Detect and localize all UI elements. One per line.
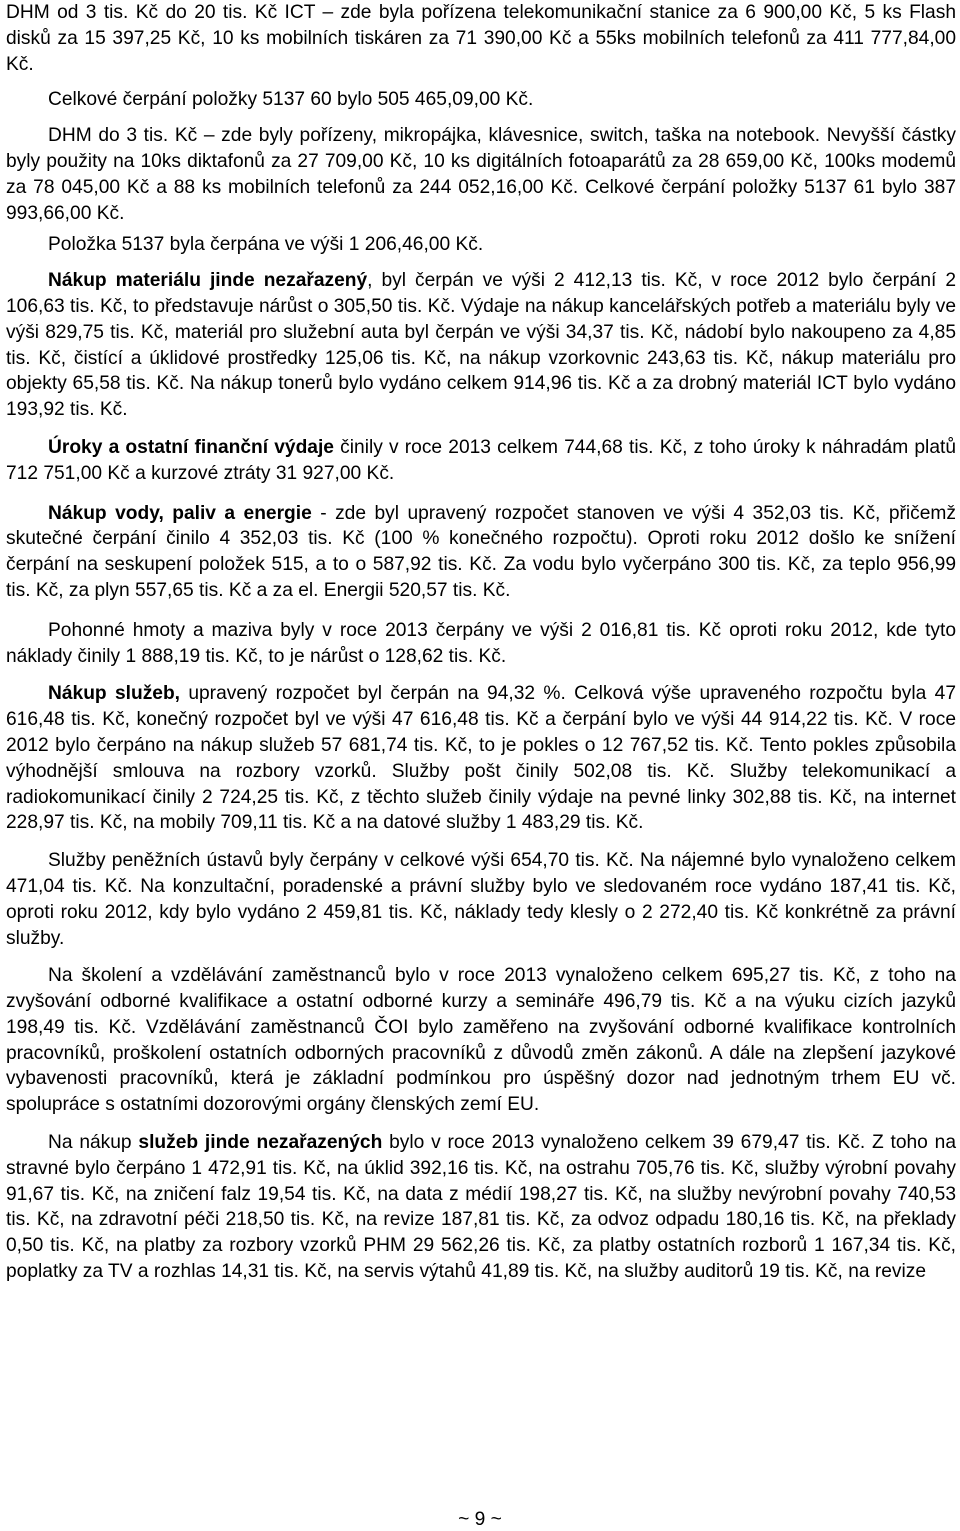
text-water-energy: - zde byl upravený rozpočet stanoven ve výši 4 352,03 tis. Kč, přičemž skutečné čerpání činilo 4 352,03 tis. Kč (100 % konečného rozpočtu). Oproti roku 2012 došlo ke snížení čerpání na seskupení položek 515, a to o 587,92 tis. Kč. Za vodu bylo vyčerpáno 300 tis. Kč, za teplo 956,99 tis. Kč, za plyn 557,65 tis. Kč a za el. Energii 520,57 tis. Kč. <box>6 502 956 601</box>
heading-water-energy: Nákup vody, paliv a energie <box>48 502 312 524</box>
heading-interest: Úroky a ostatní finanční výdaje <box>48 436 334 458</box>
paragraph-water-energy <box>6 501 956 604</box>
paragraph-interest <box>6 435 956 487</box>
text-interest: činily v roce 2013 celkem 744,68 tis. Kč, z toho úroky k náhradám platů 712 751,00 Kč a kurzové ztráty 31 927,00 Kč. <box>6 436 956 484</box>
page-number: ~ 9 ~ <box>458 1509 502 1530</box>
paragraph-fuel: Pohonné hmoty a maziva byly v roce 2013 čerpány ve výši 2 016,81 tis. Kč oproti roku 2012, kde tyto náklady činily 1 888,19 tis. Kč, to je nárůst o 128,62 tis. Kč. <box>6 619 956 667</box>
paragraph-total-5137-60: Celkové čerpání položky 5137 60 bylo 505 465,09,00 Kč. <box>48 89 534 111</box>
document-body <box>6 0 956 1295</box>
paragraph-other-services <box>6 1130 956 1285</box>
text-material-purchase: , byl čerpán ve výši 2 412,13 tis. Kč, v roce 2012 bylo čerpání 2 106,63 tis. Kč, to představuje nárůst o 305,50 tis. Kč. Výdaje na nákup kancelářských potřeb a materiálu byly ve výši 829,75 tis. Kč, materiál pro služební auta byl čerpán ve výši 34,37 tis. Kč, nádobí bylo nakoupeno za 4,85 tis. Kč, čistící a úklidové prostředky 125,06 tis. Kč, na nákup vzorkovnic 243,63 tis. Kč, nákup materiálu pro objekty 65,58 tis. Kč. Na nákup tonerů bylo vydáno celkem 914,96 tis. Kč a za drobný materiál ICT bylo vydáno 193,92 tis. Kč. <box>6 270 957 421</box>
paragraph-dhm-ict: DHM od 3 tis. Kč do 20 tis. Kč ICT – zde byla pořízena telekomunikační stanice za 6 900,00 Kč, 5 ks Flash disků za 15 397,25 Kč, 10 ks mobilních tiskáren za 71 390,00 Kč a 55ks mobilních telefonů za 411 777,84,00 Kč. <box>6 2 956 75</box>
heading-material-purchase: Nákup materiálu jinde nezařazený <box>48 270 368 292</box>
paragraph-dhm-under-3k: DHM do 3 tis. Kč – zde byly pořízeny, mikropájka, klávesnice, switch, taška na notebook. Nevyšší částky byly použity na 10ks diktafonů za 27 709,00 Kč, 10 ks digitálních fotoaparátů za 28 659,00 Kč, 100ks modemů za 78 045,00 Kč a 88 ks mobilních telefonů za 244 052,16,00 Kč. Celkové čerpání položky 5137 61 bylo 387 993,66,00 Kč. <box>6 125 956 224</box>
paragraph-services <box>6 681 956 836</box>
heading-other-services: služeb jinde nezařazených <box>138 1132 383 1154</box>
paragraph-bank-services: Služby peněžních ústavů byly čerpány v celkové výši 654,70 tis. Kč. Na nájemné bylo vynaloženo celkem 471,04 tis. Kč. Na konzultační, poradenské a právní služby bylo ve sledovaném roce vydáno 187,41 tis. Kč, oproti roku 2012, kdy bylo vydáno 2 459,81 tis. Kč, náklady tedy klesly o 2 272,40 tis. Kč konkrétně za právní služby. <box>6 850 956 949</box>
paragraph-material-purchase <box>6 268 956 423</box>
text-other-services: bylo v roce 2013 vynaloženo celkem 39 679,47 tis. Kč. Z toho na stravné bylo čerpáno 1 472,91 tis. Kč, na úklid 392,16 tis. Kč, na ostrahu 705,76 tis. Kč, služby výrobní povahy 91,67 tis. Kč, na zničení falz 19,54 tis. Kč, na data z médií 198,27 tis. Kč, na služby nevýrobní povahy 740,53 tis. Kč, na zdravotní péči 218,50 tis. Kč, na revize 187,81 tis. Kč, za odvoz odpadu 180,16 tis. Kč, na překlady 0,50 tis. Kč, na platby za rozbory vzorků PHM 29 562,26 tis. Kč, za platby ostatních rozborů 1 167,34 tis. Kč, poplatky za TV a rozhlas 14,31 tis. Kč, na servis výtahů 41,89 tis. Kč, na služby auditorů 19 tis. Kč, na revize <box>6 1132 956 1283</box>
text-services: upravený rozpočet byl čerpán na 94,32 %. Celková výše upraveného rozpočtu byla 47 616,48 tis. Kč, konečný rozpočet byl ve výši 47 616,48 tis. Kč a čerpání bylo ve výši 44 914,22 tis. Kč. V roce 2012 bylo čerpáno na nákup služeb 57 681,74 tis. Kč, to je pokles o 12 767,52 tis. Kč. Tento pokles způsobila výhodnější smlouva na rozbory vzorků. Služby pošt činily 502,08 tis. Kč. Služby telekomunikací a radiokomunikací činily 2 724,25 tis. Kč, z těchto služeb činily výdaje na pevné linky 302,88 tis. Kč, na internet 228,97 tis. Kč, na mobily 709,11 tis. Kč a na datové služby 1 483,29 tis. Kč. <box>6 683 956 834</box>
text-other-services-pre: Na nákup <box>48 1132 139 1154</box>
paragraph-training: Na školení a vzdělávání zaměstnanců bylo v roce 2013 vynaloženo celkem 695,27 tis. Kč, z toho na zvyšování odborné kvalifikace a ostatní odborné kurzy a semináře 496,79 tis. Kč a na výuku cizích jazyků 198,49 tis. Kč. Vzdělávání zaměstnanců ČOI bylo zaměřeno na zvyšování odborné kvalifikace kontrolních pracovníků, proškolení ostatních odborných pracovníků z důvodů změn zákonů. A dále na zlepšení jazykové vybavenosti pracovníků, která je základní podmínkou pro úspěšný dozor nad jednotným trhem EU vč. spolupráce s ostatními dozorovými orgány členských zemí EU. <box>6 965 956 1116</box>
heading-services: Nákup služeb, <box>48 683 181 705</box>
paragraph-item-5137: Položka 5137 byla čerpána ve výši 1 206,46,00 Kč. <box>48 234 484 256</box>
